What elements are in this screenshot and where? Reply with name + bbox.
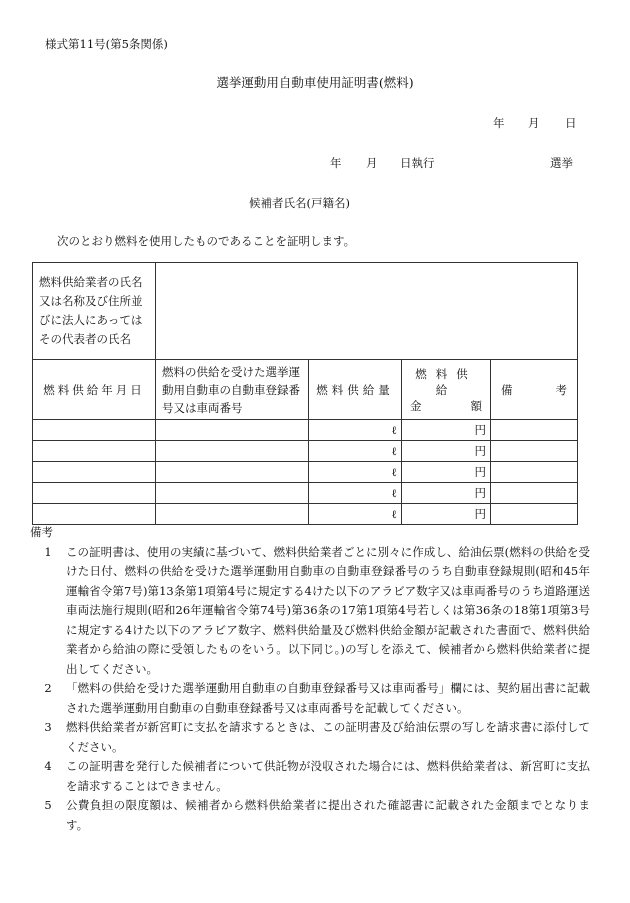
cell-remarks[interactable] [491,462,578,483]
fuel-table [32,262,578,525]
document-title: 選挙運動用自動車使用証明書(燃料) [216,75,414,90]
cell-amount-unit: ℓ [391,507,397,521]
cell-vehicle[interactable] [156,462,309,483]
cell-vehicle[interactable] [156,420,309,441]
cell-price-unit: 円 [474,507,486,521]
election-day: 日執行 [400,156,435,170]
notes-list [30,543,590,836]
header-remarks: 備 考 [491,360,578,420]
issue-month: 月 [528,116,540,130]
note-text: この証明書は、使用の実績に基づいて、燃料供給業者ごとに別々に作成し、給油伝票(燃料の供給を受けた日付、燃料の供給を受けた選挙運動用自動車の自動車登録番号のうち自動車登録規則(昭和45年運輸省令第7号)第13条第1項第4号に規定する4けた以下のアラビア数字又は車両番号のうち道路運送車両法施行規則(昭和26年運輸省令第74号)第36条の17第1項第4号若しくは第36条の18第1項第3号に規定する4けた以下のアラビア数字、燃料供給量及び燃料供給金額が記載された書面で、燃料供給業者から給油の際に受領したものをいう。以下同じ。)の写しを添えて、候補者から燃料供給業者に提出してください。 [66,544,590,676]
note-item [30,718,590,757]
note-item [30,796,590,835]
note-text: この証明書を発行した候補者について供託物が没収された場合には、燃料供給業者は、新宮町に支払を請求することはできません。 [66,759,590,793]
cell-date[interactable] [33,483,156,504]
cell-amount[interactable] [309,483,402,504]
cell-price[interactable] [402,462,491,483]
cell-date[interactable] [33,462,156,483]
cell-remarks[interactable] [491,420,578,441]
table-row [33,441,578,462]
form-number: 様式第11号(第5条関係) [45,37,168,51]
cell-price[interactable] [402,420,491,441]
notes-section [30,523,590,835]
election-month: 月 [366,156,378,170]
table-row [33,462,578,483]
header-price-gaku: 額 [470,398,482,413]
notes-title: 備考 [30,525,53,539]
candidate-name-label: 候補者氏名(戸籍名) [249,196,350,210]
note-number: 3 [44,720,52,734]
cell-remarks[interactable] [491,504,578,525]
header-price: 燃料供給 金 額 [402,360,491,420]
note-text: 公費負担の限度額は、候補者から燃料供給業者に提出された確認書に記載された金額までとなります。 [66,798,590,832]
cell-amount[interactable] [309,441,402,462]
note-item [30,543,590,680]
note-item [30,757,590,796]
table-row [33,420,578,441]
table-row [33,483,578,504]
note-item [30,679,590,718]
note-number: 5 [44,798,52,812]
election-name: 選挙 [550,156,573,170]
intro-text: 次のとおり燃料を使用したものであることを証明します。 [57,234,356,248]
cell-vehicle[interactable] [156,504,309,525]
note-text: 燃料供給業者が新宮町に支払を請求するときは、この証明書及び給油伝票の写しを請求書に添付してください。 [66,720,590,754]
note-number: 4 [44,759,52,773]
note-number: 2 [44,681,52,695]
cell-remarks[interactable] [491,441,578,462]
cell-remarks[interactable] [491,483,578,504]
cell-price[interactable] [402,441,491,462]
cell-date[interactable] [33,441,156,462]
cell-date[interactable] [33,504,156,525]
cell-price[interactable] [402,504,491,525]
cell-price-unit: 円 [474,486,486,500]
note-text: 「燃料の供給を受けた選挙運動用自動車の自動車登録番号又は車両番号」欄には、契約届出書に記載された選挙運動用自動車の自動車登録番号又は車両番号を記載してください。 [66,681,590,715]
cell-vehicle[interactable] [156,441,309,462]
cell-amount-unit: ℓ [391,465,397,479]
cell-amount[interactable] [309,462,402,483]
issue-day: 日 [565,116,577,130]
cell-price-unit: 円 [474,423,486,437]
supplier-row [33,263,578,360]
cell-amount-unit: ℓ [391,444,397,458]
issue-year: 年 [493,116,505,130]
header-vehicle: 燃料の供給を受けた選挙運動用自動車の自動車登録番号又は車両番号 [156,360,309,420]
cell-price[interactable] [402,483,491,504]
cell-price-unit: 円 [474,465,486,479]
cell-vehicle[interactable] [156,483,309,504]
supplier-label: 燃料供給業者の氏名又は名称及び住所並びに法人にあってはその代表者の氏名 [33,263,156,360]
note-number: 1 [44,544,52,559]
election-year: 年 [330,156,342,170]
cell-amount[interactable] [309,504,402,525]
header-date: 燃料供給年月日 [33,360,156,420]
table-row [33,504,578,525]
header-row [33,360,578,420]
header-amount: 燃料供給量 [309,360,402,420]
cell-date[interactable] [33,420,156,441]
supplier-value[interactable] [156,263,578,360]
cell-price-unit: 円 [474,444,486,458]
cell-amount[interactable] [309,420,402,441]
cell-amount-unit: ℓ [391,423,397,437]
cell-amount-unit: ℓ [391,486,397,500]
header-price-kin: 金 [410,398,422,413]
